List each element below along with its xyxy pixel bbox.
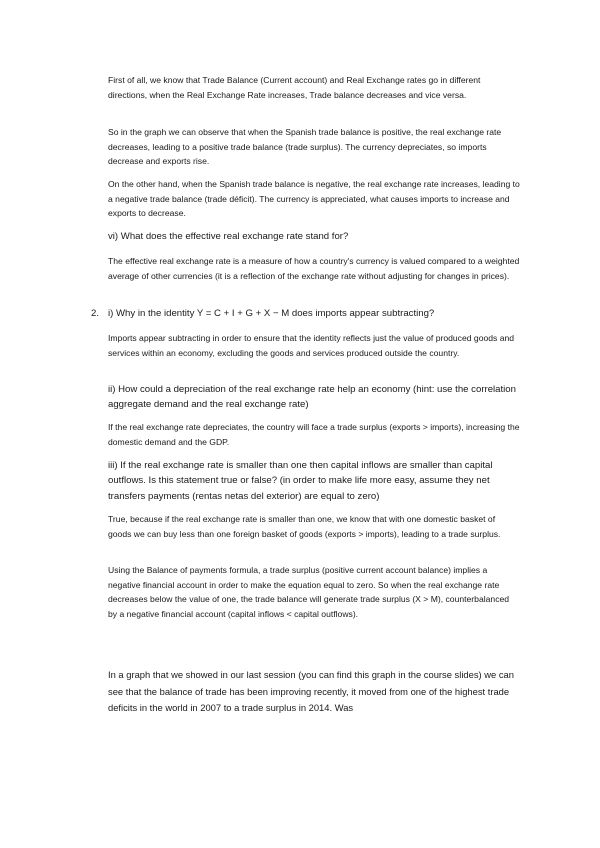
question-2-i: i) Why in the identity Y = C + I + G + X − M does imports appear subtracting? [108, 308, 435, 319]
question-number: 2. [91, 308, 100, 319]
paragraph-depreciation: If the real exchange rate depreciates, the country will face a trade surplus (exports > imports), increasing the domestic demand and the GDP. [108, 422, 520, 447]
paragraph-trade-deficit: On the other hand, when the Spanish trade balance is negative, the real exchange rate increases, leading to a negative trade balance (trade déficit). The currency is appreciated, what causes imports to increase and exports to decrease. [108, 179, 520, 219]
paragraph-true-because: True, because if the real exchange rate is smaller than one, we know that with one domestic basket of goods we can buy less than one foreign basket of goods (exports > imports), leading to a trade surplus. [108, 514, 501, 539]
question-2-iii: iii) If the real exchange rate is smaller than one then capital inflows are smaller than capital outflows. Is this statement true or false? (in order to make life more easy, assume they net transfers payments (rentas netas del exterior) are equal to zero) [108, 460, 493, 502]
paragraph-graph-last-session: In a graph that we showed in our last session (you can find this graph in the course slides) we can see that the balance of trade has been improving recently, it moved from one of the highest trade deficits in the world in 2007 to a trade surplus in 2014. Was [108, 669, 514, 713]
paragraph-trade-balance-intro: First of all, we know that Trade Balance (Current account) and Real Exchange rates go in different directions, when the Real Exchange Rate increases, Trade balance decreases and vice versa. [108, 75, 481, 100]
paragraph-imports-subtracting: Imports appear subtracting in order to ensure that the identity reflects just the value of produced goods and services within an economy, excluding the goods and services produced outside the country. [108, 333, 515, 358]
paragraph-effective-rate: The effective real exchange rate is a measure of how a country's currency is valued compared to a weighted average of other currencies (it is a reflection of the exchange rate without adjusting for changes in prices). [108, 256, 520, 281]
paragraph-trade-surplus: So in the graph we can observe that when the Spanish trade balance is positive, the real exchange rate decreases, leading to a positive trade balance (trade surplus). The currency depreciates, so imports decrease and exports rise. [108, 127, 502, 167]
question-2-ii: ii) How could a depreciation of the real exchange rate help an economy (hint: use the correlation aggregate demand and the real exchange rate) [108, 384, 516, 411]
paragraph-balance-of-payments: Using the Balance of payments formula, a trade surplus (positive current account balance) implies a negative financial account in order to make the equation equal to zero. So when the real exchange rate decreases below the value of one, the trade balance will generate trade surplus (X > M), counterbalanced by a negative financial account (capital inflows < capital outflows). [108, 565, 510, 619]
question-vi: vi) What does the effective real exchange rate stand for? [108, 231, 349, 242]
